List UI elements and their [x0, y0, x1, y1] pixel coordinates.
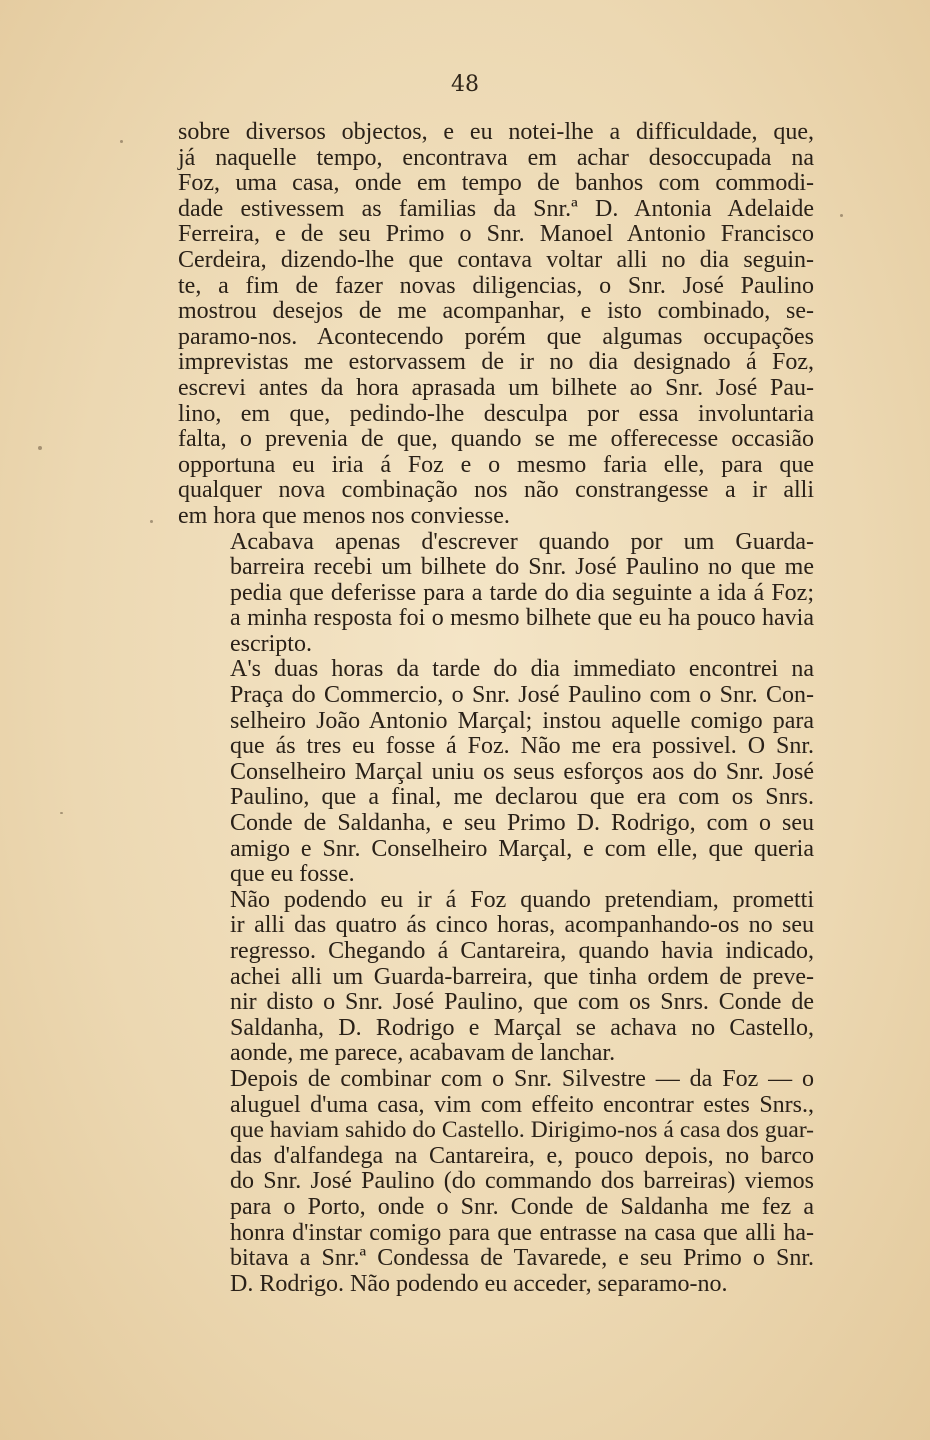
- text-line: que eu fosse.: [230, 861, 355, 888]
- text-line: Saldanha, D. Rodrigo e Marçal se achava no Castello,: [230, 1014, 814, 1041]
- text-line: que haviam sahido do Castello. Dirigimo-nos á casa dos guar-: [230, 1117, 814, 1144]
- text-line: das d'alfandega na Cantareira, e, pouco depois, no barco: [230, 1142, 814, 1169]
- text-line: Foz, uma casa, onde em tempo de banhos com commodi-: [178, 170, 814, 197]
- paragraph: [178, 530, 814, 658]
- text-line: dade estivessem as familias da Snr.ª D. Antonia Adelaide: [178, 195, 814, 222]
- text-line: te, a fim de fazer novas diligencias, o Snr. José Paulino: [178, 272, 814, 299]
- text-line: mostrou desejos de me acompanhar, e isto combinado, se-: [178, 298, 814, 325]
- text-line: Acabava apenas d'escrever quando por um Guarda-: [230, 528, 814, 555]
- text-line: opportuna eu iria á Foz e o mesmo faria elle, para que: [178, 451, 814, 478]
- text-line: qualquer nova combinação nos não constrangesse a ir alli: [178, 477, 814, 504]
- text-line: sobre diversos objectos, e eu notei-lhe a difficuldade, que,: [178, 119, 814, 145]
- text-line: ir alli das quatro ás cinco horas, acompanhando-os no seu: [230, 912, 814, 939]
- text-line: que ás tres eu fosse á Foz. Não me era possivel. O Snr.: [230, 733, 814, 760]
- text-line: pedia que deferisse para a tarde do dia seguinte a ida á Foz;: [230, 579, 814, 606]
- text-line: lino, em que, pedindo-lhe desculpa por essa involuntaria: [178, 400, 814, 427]
- text-line: já naquelle tempo, encontrava em achar desoccupada na: [178, 144, 814, 171]
- text-line: D. Rodrigo. Não podendo eu acceder, separamo-no.: [230, 1270, 728, 1297]
- text-line: em hora que menos nos conviesse.: [178, 502, 510, 529]
- paragraph: [178, 1067, 814, 1297]
- text-line: amigo e Snr. Conselheiro Marçal, e com elle, que queria: [230, 835, 814, 862]
- paragraph: [178, 888, 814, 1067]
- paper-speck: [120, 140, 123, 143]
- text-line: Conde de Saldanha, e seu Primo D. Rodrigo, com o seu: [230, 810, 814, 837]
- text-line: imprevistas me estorvassem de ir no dia designado á Foz,: [178, 349, 814, 376]
- paper-speck: [840, 214, 843, 217]
- text-line: Praça do Commercio, o Snr. José Paulino com o Snr. Con-: [230, 682, 814, 709]
- page-number: 48: [451, 72, 479, 97]
- text-line: A's duas horas da tarde do dia immediato encontrei na: [230, 656, 814, 683]
- paper-speck: [38, 446, 42, 450]
- paragraph: [178, 120, 814, 530]
- paper-speck: [60, 812, 63, 814]
- text-line: do Snr. José Paulino (do commando dos barreiras) viemos: [230, 1168, 814, 1195]
- text-line: regresso. Chegando á Cantareira, quando havia indicado,: [230, 938, 814, 964]
- text-line: para o Porto, onde o Snr. Conde de Saldanha me fez a: [230, 1193, 814, 1220]
- text-line: aluguel d'uma casa, vim com effeito encontrar estes Snrs.,: [230, 1091, 814, 1118]
- text-line: Ferreira, e de seu Primo o Snr. Manoel Antonio Francisco: [178, 221, 814, 248]
- body-text: [178, 120, 814, 1297]
- text-line: Conselheiro Marçal uniu os seus esforços aos do Snr. José: [230, 758, 814, 785]
- text-line: selheiro João Antonio Marçal; instou aquelle comigo para: [230, 707, 814, 734]
- text-line: achei alli um Guarda-barreira, que tinha ordem de preve-: [230, 963, 814, 990]
- text-line: Paulino, que a final, me declarou que era com os Snrs.: [230, 784, 814, 811]
- text-line: bitava a Snr.ª Condessa de Tavarede, e seu Primo o Snr.: [230, 1245, 814, 1272]
- text-line: barreira recebi um bilhete do Snr. José Paulino no que me: [230, 554, 814, 581]
- text-line: a minha resposta foi o mesmo bilhete que eu ha pouco havia: [230, 605, 814, 632]
- text-line: escripto.: [230, 630, 312, 657]
- text-line: falta, o prevenia de que, quando se me offerecesse occasião: [178, 426, 814, 453]
- text-line: paramo-nos. Acontecendo porém que algumas occupações: [178, 323, 814, 350]
- text-line: nir disto o Snr. José Paulino, que com os Snrs. Conde de: [230, 989, 814, 1016]
- text-line: Não podendo eu ir á Foz quando pretendiam, prometti: [230, 886, 814, 913]
- text-line: honra d'instar comigo para que entrasse na casa que alli ha-: [230, 1219, 814, 1246]
- text-line: escrevi antes da hora aprasada um bilhete ao Snr. José Pau-: [178, 374, 814, 401]
- text-line: aonde, me parece, acabavam de lanchar.: [230, 1040, 616, 1067]
- paper-speck: [150, 520, 153, 523]
- paragraph: [178, 657, 814, 887]
- text-line: Cerdeira, dizendo-lhe que contava voltar alli no dia seguin-: [178, 246, 814, 273]
- text-line: Depois de combinar com o Snr. Silvestre — da Foz — o: [230, 1065, 814, 1092]
